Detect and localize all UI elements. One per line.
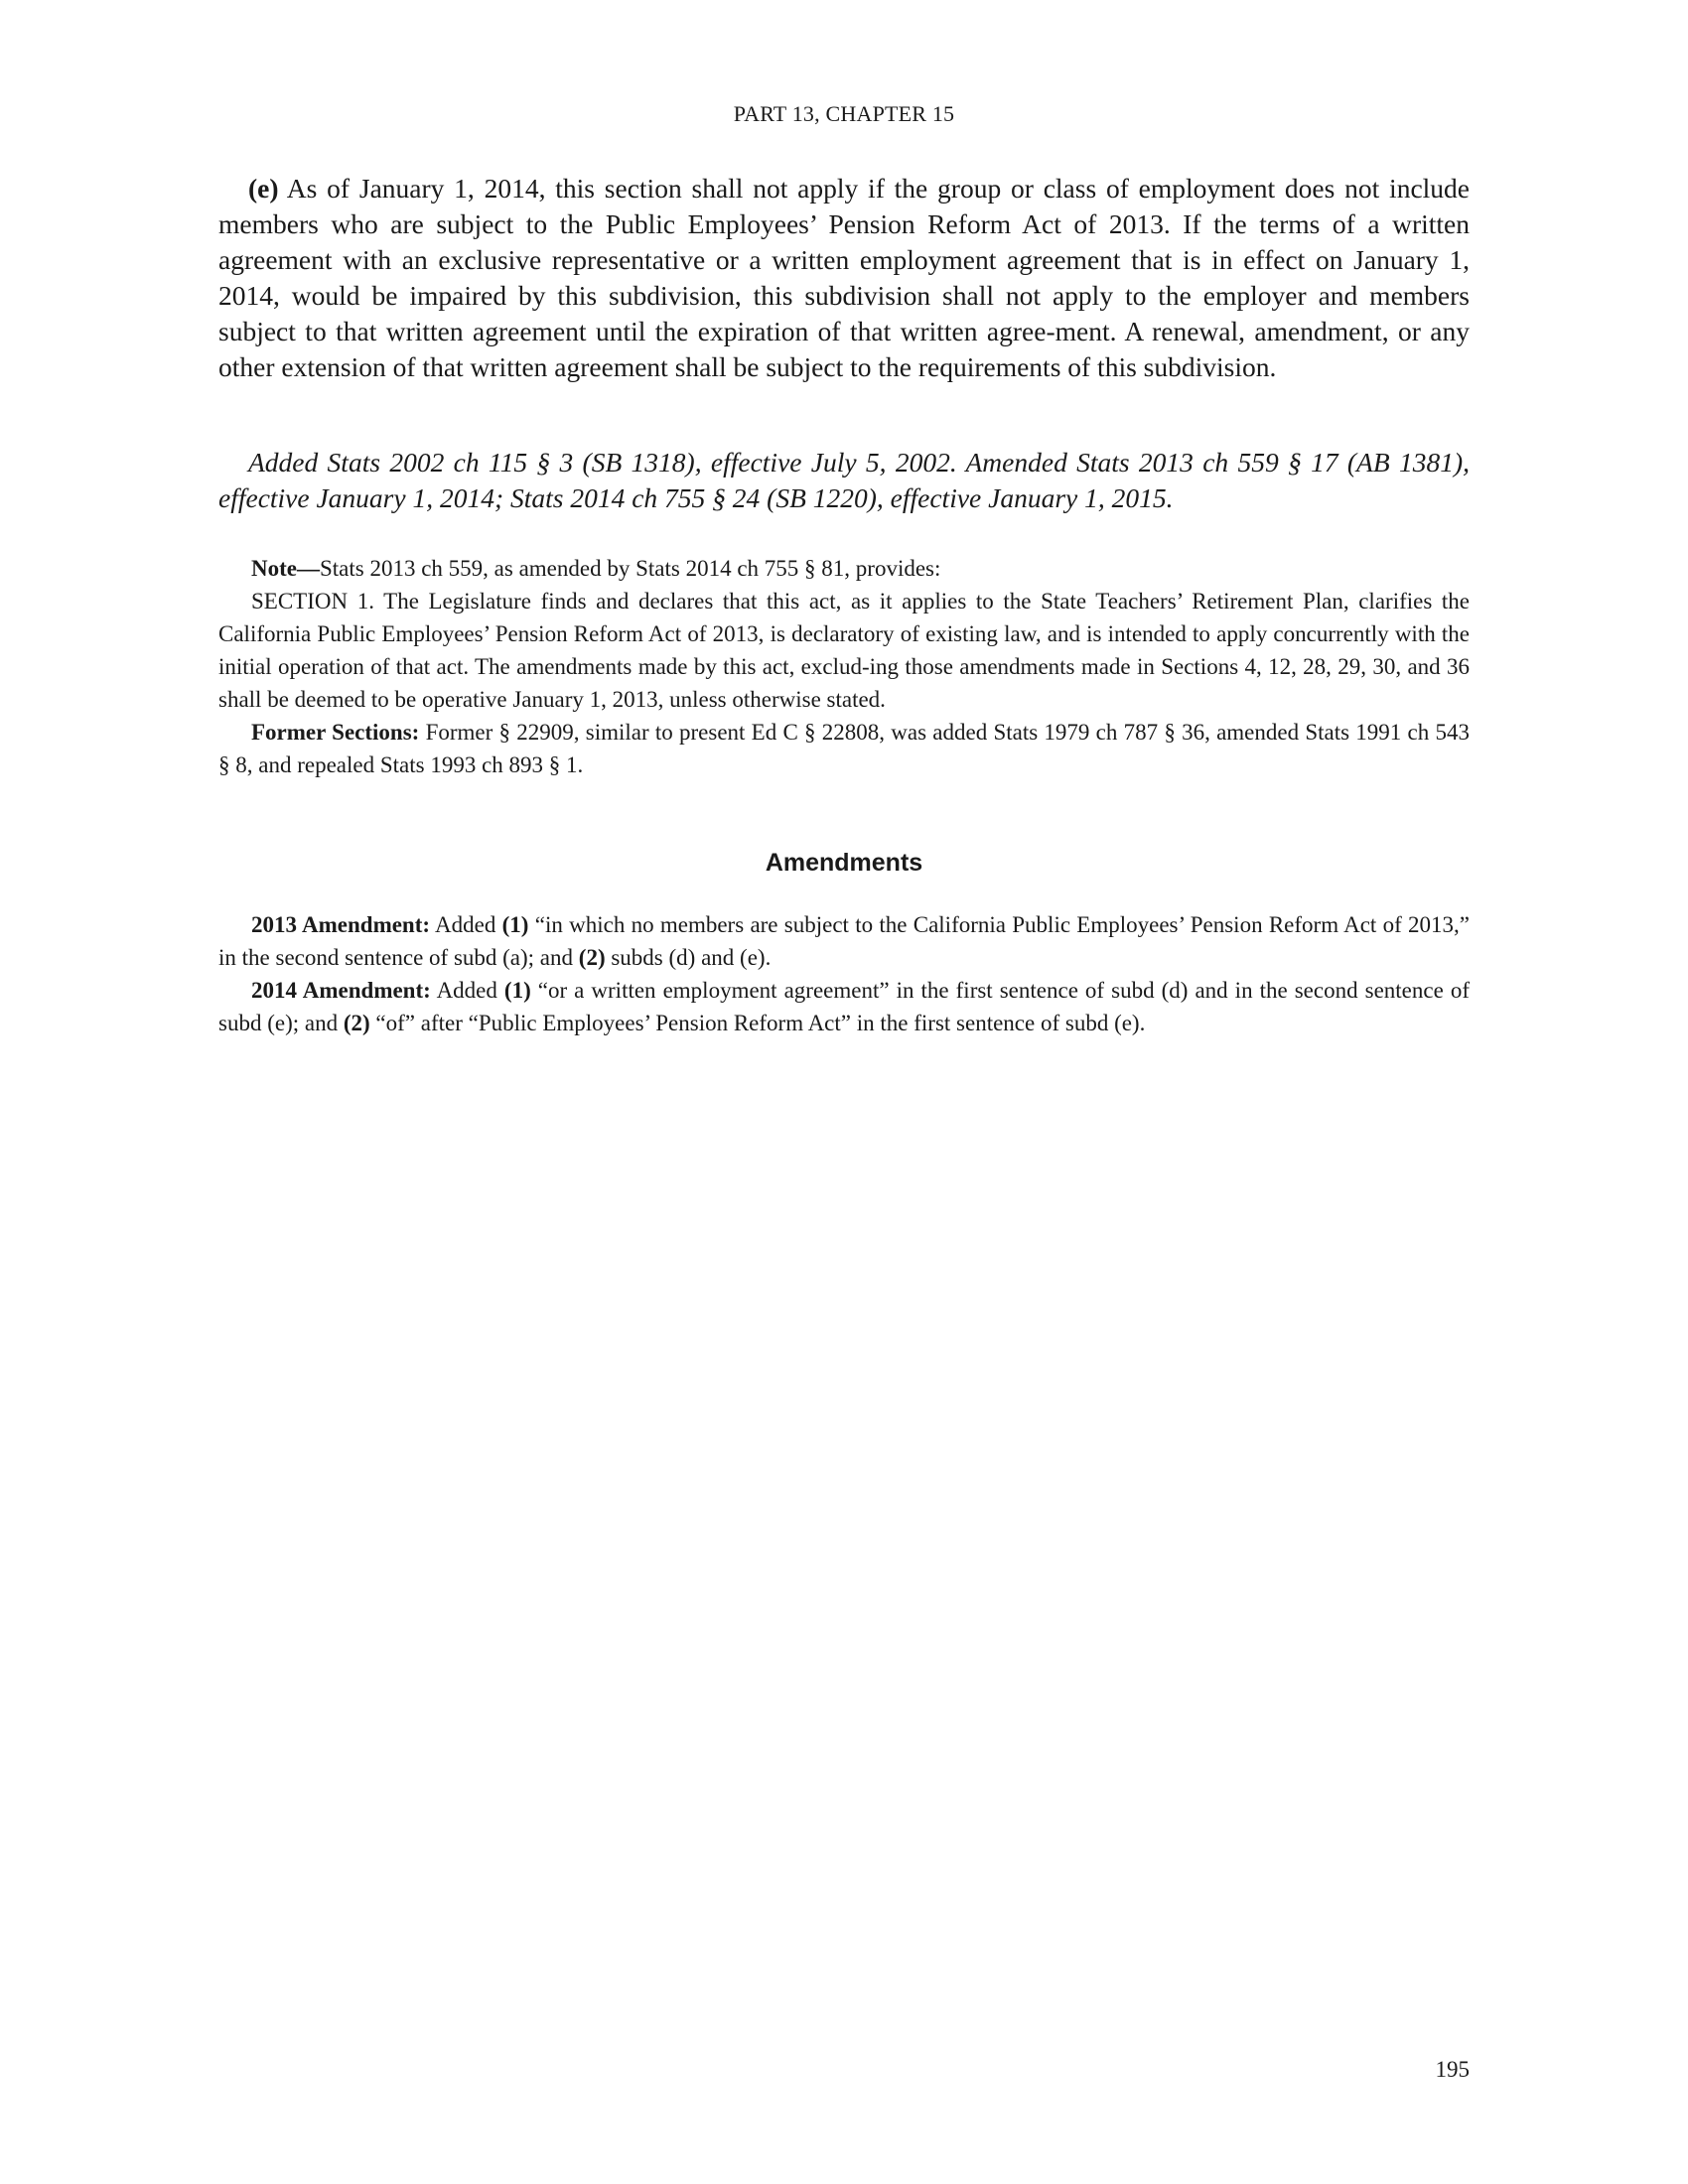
amendment-text: Added (430, 912, 502, 937)
subdivision-text: As of January 1, 2014, this section shall not apply if the group or class of employment does not include members who are subject to the Public Employees’ Pension Reform Act of 2013. If the terms of a written agreement with an exclusive representative or a written employment agreement that is in effect on January 1, 2014, would be impaired by this subdivision, this subdivision shall not apply to the employer and members subject to that written agreement until the expiration of that written agree-ment. A renewal, amendment, or any other extension of that written agreement shall be subject to the requirements of this subdivision. (218, 173, 1470, 382)
former-sections-paragraph (218, 716, 1470, 781)
amendment-text: “in which no members are subject to the California Public Employees’ Pension Reform Act of 2013,” in the second sentence of subd (a); and (218, 912, 1470, 970)
amendments-block (218, 908, 1470, 1039)
amendment-text: subds (d) and (e). (605, 945, 772, 970)
amendment-text: Added (430, 978, 504, 1003)
note-label: Note— (251, 556, 320, 581)
amendment-2013 (218, 908, 1470, 974)
amendment-text: “of” after “Public Employees’ Pension Reform Act” in the first sentence of subd (e). (369, 1011, 1146, 1035)
amendment-2014 (218, 974, 1470, 1039)
former-sections-label: Former Sections: (251, 720, 420, 745)
document-page (218, 0, 1470, 2184)
item-number: (2) (343, 1011, 370, 1035)
amendment-2013-label: 2013 Amendment: (251, 912, 431, 937)
amendment-text: “or a written employment agreement” in the first sentence of subd (d) and in the second sentence of subd (e); and (218, 978, 1470, 1035)
note-paragraph (218, 552, 1470, 585)
note-text: Stats 2013 ch 559, as amended by Stats 2014 ch 755 § 81, provides: (319, 556, 941, 581)
former-sections-text: Former § 22909, similar to present Ed C § 22808, was added Stats 1979 ch 787 § 36, amended Stats 1991 ch 543 § 8, and repealed Stats 1993 ch 893 § 1. (218, 720, 1470, 777)
running-head: PART 13, CHAPTER 15 (733, 101, 955, 126)
page-number: 195 (1435, 2057, 1470, 2082)
subdivision-e-paragraph (218, 171, 1470, 385)
amendment-2014-label: 2014 Amendment: (251, 978, 431, 1003)
statutory-history: Added Stats 2002 ch 115 § 3 (SB 1318), effective July 5, 2002. Amended Stats 2013 ch 559 § 17 (AB 1381), effective January 1, 2014; Stats 2014 ch 755 § 24 (SB 1220), effective January 1, 2015. (218, 447, 1470, 513)
item-number: (1) (503, 978, 531, 1003)
section-1-paragraph: SECTION 1. The Legislature finds and declares that this act, as it applies to the State Teachers’ Retirement Plan, clarifies the California Public Employees’ Pension Reform Act of 2013, is declaratory of existing law, and is intended to apply concurrently with the initial operation of that act. The amendments made by this act, exclud-ing those amendments made in Sections 4, 12, 28, 29, 30, and 36 shall be deemed to be operative January 1, 2013, unless otherwise stated. (218, 589, 1470, 712)
amendments-heading: Amendments (765, 849, 923, 877)
subdivision-label: (e) (248, 173, 279, 204)
item-number: (2) (578, 945, 606, 970)
item-number: (1) (501, 912, 529, 937)
notes-block (218, 552, 1470, 781)
